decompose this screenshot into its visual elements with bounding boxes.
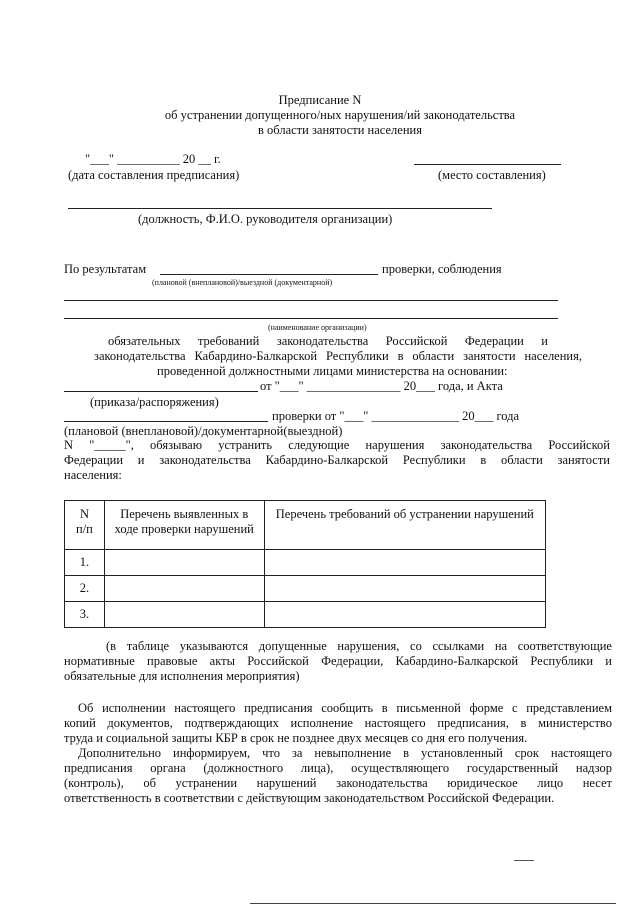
table-header-row bbox=[65, 501, 546, 550]
body-line-5: (приказа/распоряжения) bbox=[90, 395, 219, 409]
place-caption: (место составления) bbox=[438, 168, 546, 182]
act-line bbox=[64, 421, 268, 422]
para2-line-3: (контроль), об устранении нарушений законодательства юридическое лицо несет bbox=[64, 776, 612, 790]
para2-line-2: предписания органа (должностного лица), осуществляющего государственный надзор bbox=[64, 761, 612, 775]
table-row bbox=[65, 602, 546, 628]
para1-line-1: Об исполнении настоящего предписания сообщить в письменной форме с представлением bbox=[78, 701, 612, 715]
para1-line-3: труда и социальной защиты КБР в срок не позднее двух месяцев со дня его получения. bbox=[64, 731, 528, 745]
org-line-2 bbox=[64, 318, 558, 319]
basis-line bbox=[64, 391, 258, 392]
table-header-requirements: Перечень требований об устранении нарушений bbox=[264, 501, 545, 550]
table-cell bbox=[104, 602, 264, 628]
body-line-4: от "___" _______________ 20___ года, и Акта bbox=[260, 379, 503, 393]
document-title: Предписание N bbox=[278, 93, 362, 107]
body-line-2: законодательства Кабардино-Балкарской Республики в области занятости населения, bbox=[94, 349, 582, 363]
table-row-number: 1. bbox=[65, 550, 105, 576]
body-line-6: проверки от "___" ______________ 20___ года bbox=[272, 409, 520, 423]
para1-line-2: копий документов, подтверждающих исполнение настоящего предписания, в министерство bbox=[64, 716, 612, 730]
results-hint: (плановой (внеплановой)/выездной (документарной) bbox=[152, 278, 333, 287]
para2-line-1: Дополнительно информируем, что за невыполнение в установленный срок настоящего bbox=[78, 746, 612, 760]
table-row bbox=[65, 550, 546, 576]
para2-line-4: ответственность в соответствии с действующим законодательством Российской Федерации. bbox=[64, 791, 555, 805]
table-header-violations: Перечень выявленных в ходе проверки нарушений bbox=[104, 501, 264, 550]
body-line-1: обязательных требований законодательства Российской Федерации и bbox=[108, 334, 548, 348]
body-line-8: N "_____", обязываю устранить следующие нарушения законодательства Российской bbox=[64, 438, 610, 452]
body-line-10: населения: bbox=[64, 468, 122, 482]
table-header-number: N п/п bbox=[65, 501, 105, 550]
date-caption: (дата составления предписания) bbox=[68, 168, 240, 182]
table-row-number: 3. bbox=[65, 602, 105, 628]
body-line-3: проведенной должностными лицами министерства на основании: bbox=[157, 364, 508, 378]
document-subtitle: об устранении допущенного/ных нарушения/ий законодательства bbox=[164, 108, 516, 122]
note-line-3: обязательные для исполнения мероприятия) bbox=[64, 669, 300, 683]
results-suffix: проверки, соблюдения bbox=[382, 262, 502, 276]
note-line-1: (в таблице указываются допущенные нарушения, со ссылками на соответствующие bbox=[106, 639, 612, 653]
table-cell bbox=[264, 550, 545, 576]
table-cell bbox=[264, 602, 545, 628]
table-cell bbox=[264, 576, 545, 602]
results-prefix: По результатам bbox=[64, 262, 147, 276]
note-line-2: нормативные правовые акты Российской Федерации, Кабардино-Балкарской Республики и bbox=[64, 654, 612, 668]
bottom-rule bbox=[250, 903, 616, 904]
violations-table bbox=[64, 500, 546, 628]
date-field-template: "___" __________ 20 __ г. bbox=[85, 152, 221, 166]
table-row bbox=[65, 576, 546, 602]
table-cell bbox=[104, 550, 264, 576]
body-line-9: Федерации и законодательства Кабардино-Балкарской Республики в области занятости bbox=[64, 453, 610, 467]
head-caption: (должность, Ф.И.О. руководителя организации) bbox=[138, 212, 393, 226]
head-line bbox=[68, 208, 492, 209]
org-line-1 bbox=[64, 300, 558, 301]
footer-mark bbox=[514, 860, 534, 861]
org-hint: (наименование организации) bbox=[268, 323, 367, 332]
table-cell bbox=[104, 576, 264, 602]
results-line bbox=[160, 274, 378, 275]
table-row-number: 2. bbox=[65, 576, 105, 602]
body-line-7: (плановой (внеплановой)/документарной(выездной) bbox=[64, 424, 343, 438]
document-subtitle-area: в области занятости населения bbox=[258, 123, 422, 137]
place-line bbox=[414, 164, 561, 165]
